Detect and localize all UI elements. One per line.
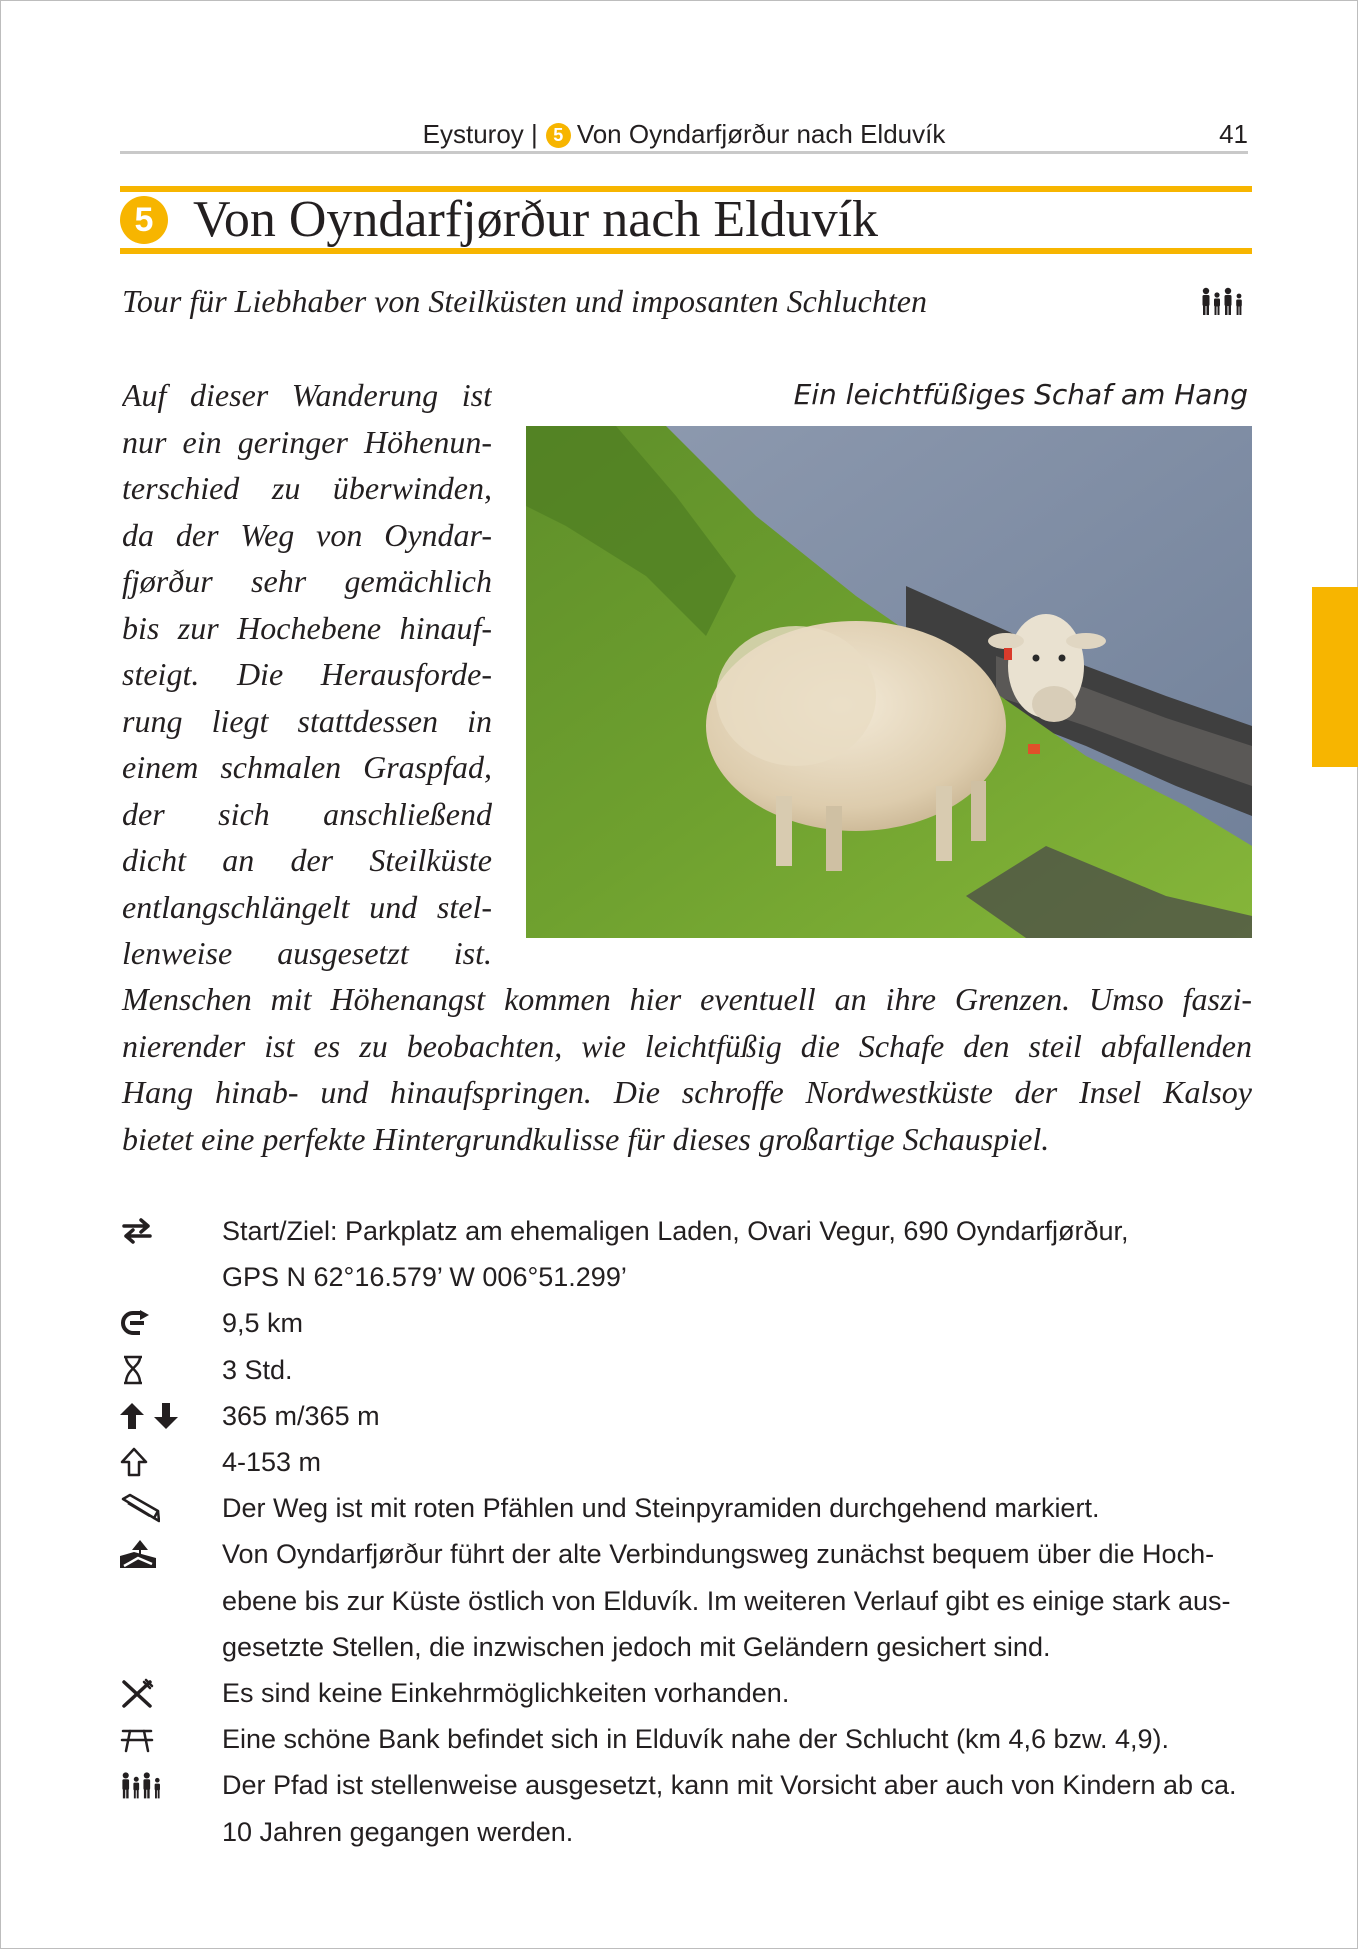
- fact-text: ebene bis zur Küste östlich von Elduvík. Im weiteren Verlauf gibt es einige stark aus-: [222, 1585, 1231, 1616]
- title-rule-bottom: [120, 248, 1252, 254]
- intro-line: der sich anschließend: [122, 795, 492, 832]
- fact-refreshment: [120, 1670, 1260, 1716]
- family-icon: [1200, 286, 1246, 316]
- header-separator: |: [531, 119, 538, 149]
- fact-rest-bench: [120, 1716, 1260, 1762]
- intro-line: rung liegt stattdessen in: [122, 702, 492, 739]
- intro-line: Menschen mit Höhenangst kommen hier eventuell an ihre Grenzen. Umso faszi-: [122, 981, 1252, 1017]
- intro-line: einem schmalen Graspfad,: [122, 749, 492, 785]
- intro-line: fjørður sehr gemächlich: [122, 563, 492, 599]
- tour-subtitle: Tour für Liebhaber von Steilküsten und imposanten Schluchten: [122, 283, 927, 319]
- fact-text: gesetzte Stellen, die inzwischen jedoch mit Geländern gesichert sind.: [222, 1631, 1051, 1662]
- intro-text-wrapped: [122, 372, 492, 977]
- terrain-path-icon: [120, 1531, 190, 1577]
- fact-text: Von Oyndarfjørður führt der alte Verbindungsweg zunächst bequem über die Hoch-: [222, 1539, 1215, 1570]
- tour-number-badge: 5: [120, 196, 168, 244]
- start-finish-arrows-icon: [120, 1208, 190, 1254]
- intro-line: Hang hinab- und hinaufspringen. Die schroffe Nordwestküste der Insel Kalsoy: [122, 1074, 1252, 1110]
- fact-start-finish: [120, 1208, 1260, 1300]
- intro-line: terschied zu überwinden,: [122, 470, 492, 506]
- fact-distance: [120, 1300, 1260, 1346]
- intro-line: bietet eine perfekte Hintergrundkulisse für dieses großartige Schauspiel.: [122, 1120, 1050, 1157]
- fact-ascent-descent: [120, 1393, 1260, 1439]
- page-number: 41: [1219, 119, 1248, 149]
- header-tour-title: Von Oyndarfjørður nach Elduvík: [576, 119, 946, 149]
- intro-line: dicht an der Steilküste: [122, 842, 492, 878]
- altitude-icon: [120, 1439, 190, 1485]
- fact-text: Es sind keine Einkehrmöglichkeiten vorhanden.: [222, 1678, 790, 1709]
- fact-text: 4-153 m: [222, 1447, 322, 1478]
- intro-line: lenweise ausgesetzt ist.: [122, 935, 492, 971]
- tour-facts-list: [120, 1208, 1260, 1855]
- fact-text: Der Pfad ist stellenweise ausgesetzt, kann mit Vorsicht aber auch von Kindern ab ca.: [222, 1770, 1237, 1801]
- fact-text: 9,5 km: [222, 1308, 304, 1339]
- fact-family: [120, 1762, 1260, 1854]
- page-title: Von Oyndarfjørður nach Elduvík: [193, 191, 879, 248]
- pencil-marking-icon: [120, 1485, 190, 1531]
- intro-line: bis zur Hochebene hinauf-: [122, 609, 492, 646]
- fork-knife-crossed-icon: [120, 1670, 190, 1716]
- intro-text-full: [122, 976, 1252, 1162]
- fact-altitude: [120, 1439, 1260, 1485]
- family-icon: [120, 1762, 190, 1808]
- distance-return-icon: [120, 1300, 190, 1346]
- intro-line: nierender ist es zu beobachten, wie leichtfüßig die Schafe den steil abfallenden: [122, 1027, 1252, 1064]
- intro-line: entlangschlängelt und stel-: [122, 888, 492, 925]
- intro-line: steigt. Die Herausforde-: [122, 656, 492, 692]
- chapter-tab-marker: [1312, 587, 1358, 767]
- header-rule: [120, 151, 1248, 154]
- fact-text: Start/Ziel: Parkplatz am ehemaligen Laden, Ovari Vegur, 690 Oyndarfjørður,: [222, 1216, 1129, 1246]
- intro-line: da der Weg von Oyndar-: [122, 516, 492, 553]
- running-header: [120, 116, 1248, 152]
- intro-line: Auf dieser Wanderung ist: [122, 377, 492, 413]
- ascent-descent-icon: [120, 1393, 190, 1439]
- intro-line: nur ein geringer Höhenun-: [122, 423, 492, 460]
- fact-text: 10 Jahren gegangen werden.: [222, 1816, 574, 1847]
- fact-text: 3 Std.: [222, 1354, 293, 1385]
- fact-duration: [120, 1347, 1260, 1393]
- fact-text: 365 m/365 m: [222, 1400, 380, 1431]
- photo-caption: Ein leichtfüßiges Schaf am Hang: [793, 378, 1248, 411]
- picnic-bench-icon: [120, 1716, 190, 1762]
- fact-text: Der Weg ist mit roten Pfählen und Steinpyramiden durchgehend markiert.: [222, 1493, 1100, 1524]
- header-tour-number-badge: 5: [546, 123, 571, 148]
- sheep-photo: [526, 426, 1252, 938]
- header-title: [120, 116, 1248, 152]
- header-region: Eysturoy: [422, 119, 524, 149]
- fact-terrain: [120, 1531, 1260, 1670]
- hourglass-icon: [120, 1347, 190, 1393]
- fact-text: Eine schöne Bank befindet sich in Elduvík nahe der Schlucht (km 4,6 bzw. 4,9).: [222, 1724, 1170, 1755]
- fact-text: GPS N 62°16.579’ W 006°51.299’: [222, 1262, 627, 1293]
- fact-marking: [120, 1485, 1260, 1531]
